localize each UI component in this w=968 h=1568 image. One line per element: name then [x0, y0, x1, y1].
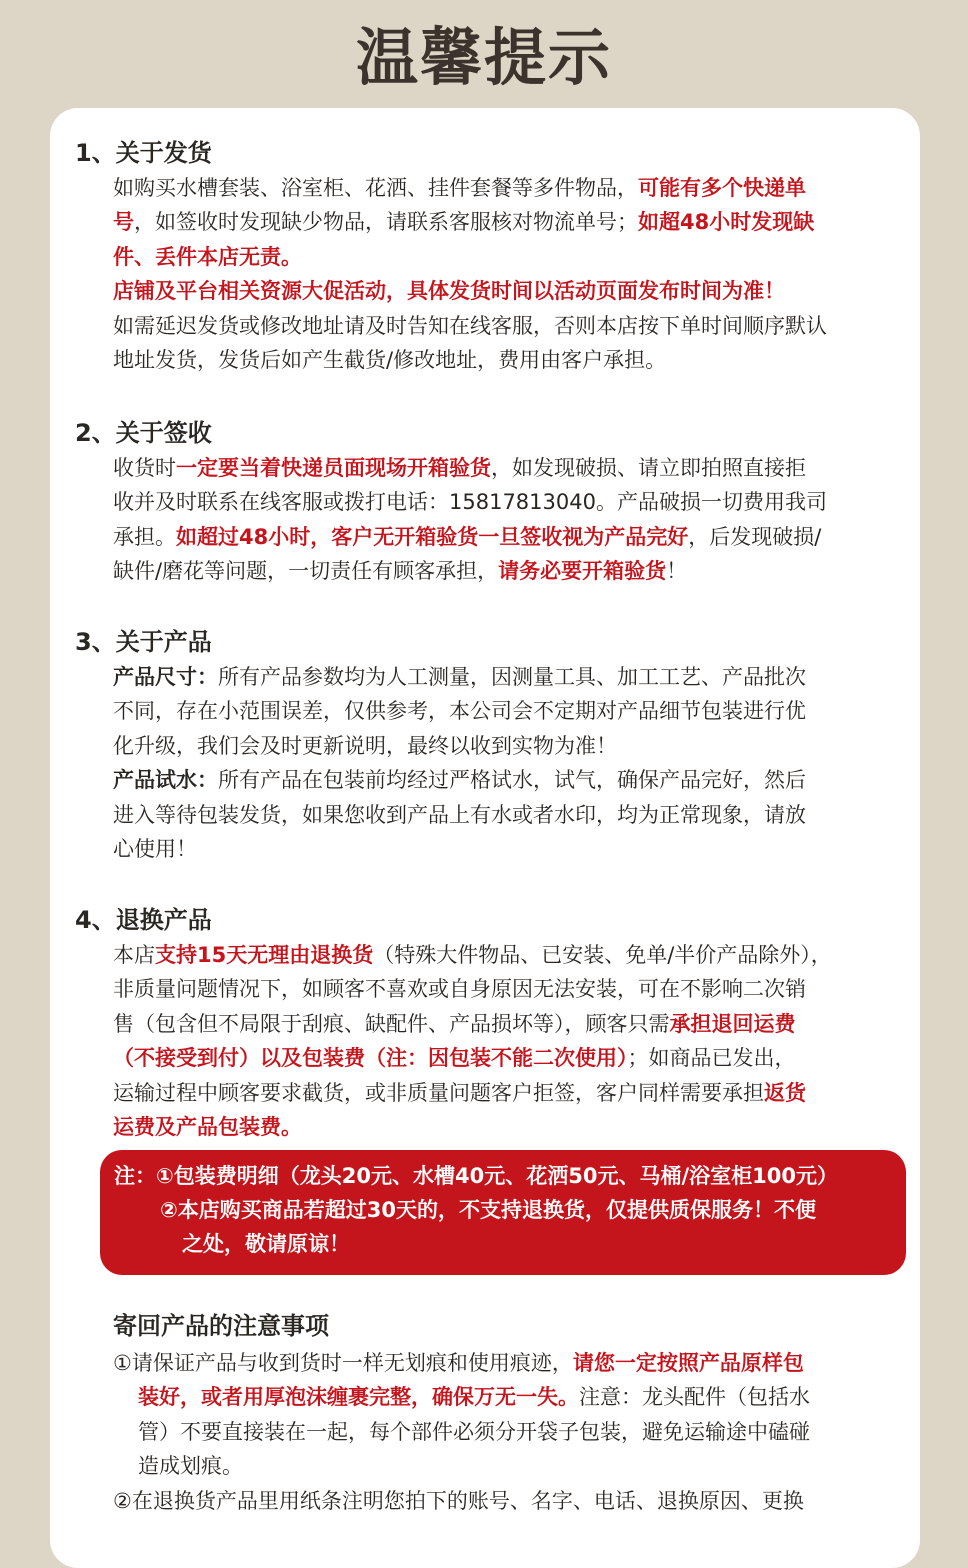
text-line: 产品试水：所有产品在包装前均经过严格试水，试气，确保产品完好，然后 [113, 768, 806, 793]
section-title-receiving: 2、关于签收 [75, 419, 212, 447]
text-line: ①请保证产品与收到货时一样无划痕和使用痕迹，请您一定按照产品原样包 [113, 1351, 804, 1375]
text-line: 如需延迟发货或修改地址请及时告知在线客服，否则本店按下单时间顺序默认 [113, 313, 827, 338]
text-line: 化升级，我们会及时更新说明，最终以收到实物为准！ [113, 733, 617, 758]
text-line: 件、丢件本店无责。 [113, 244, 302, 269]
text-line: 号，如签收时发现缺少物品，请联系客服核对物流单号；如超48小时发现缺 [113, 210, 815, 235]
note-line: 注：①包装费明细（龙头20元、水槽40元、花洒50元、马桶/浴室柜100元） [114, 1164, 838, 1188]
section-returns [75, 902, 905, 1144]
text-line: 管）不要直接装在一起，每个部件必须分开袋子包装，避免运输途中磕碰 [138, 1419, 810, 1444]
text-line: 不同，存在小范围误差，仅供参考，本公司会不定期对产品细节包装进行优 [113, 699, 806, 724]
section-shipping [75, 135, 905, 377]
text-line: 装好，或者用厚泡沫缠裹完整，确保万无一失。注意：龙头配件（包括水 [138, 1385, 810, 1410]
text-line: 地址发货，发货后如产生截货/修改地址，费用由客户承担。 [113, 347, 667, 372]
text-line: 缺件/磨花等问题，一切责任有顾客承担，请务必要开箱验货！ [113, 559, 688, 584]
section-title-shipping: 1、关于发货 [75, 139, 212, 167]
text-line: 本店支持15天无理由退换货（特殊大件物品、已安装、免单/半价产品除外）， [113, 943, 832, 967]
section-title-returns: 4、退换产品 [75, 906, 212, 934]
text-line: 收货时一定要当着快递员面现场开箱验货，如发现破损、请立即拍照直接拒 [113, 456, 806, 480]
note-line: 之处，敬请原谅！ [182, 1232, 350, 1256]
section-receiving [75, 415, 905, 589]
text-line: 售（包含但不局限于刮痕、缺配件、产品损坏等），顾客只需承担退回运费 [113, 1011, 796, 1036]
text-line: 运费及产品包装费。 [113, 1114, 302, 1139]
fee-note-box [100, 1150, 906, 1275]
text-line: （不接受到付）以及包装费（注：因包装不能二次使用）；如商品已发出， [113, 1046, 796, 1071]
text-line: 承担。如超过48小时，客户无开箱验货一旦签收视为产品完好，后发现破损/ [113, 524, 822, 549]
text-line: 如购买水槽套装、浴室柜、花洒、挂件套餐等多件物品，可能有多个快递单 [113, 176, 806, 200]
text-line: ②在退换货产品里用纸条注明您拍下的账号、名字、电话、退换原因、更换 [113, 1488, 804, 1513]
text-line: 心使用！ [113, 836, 197, 861]
text-line: 非质量问题情况下，如顾客不喜欢或自身原因无法安装，可在不影响二次销 [113, 977, 806, 1002]
page-title: 温馨提示 [355, 21, 612, 94]
note-line: ②本店购买商品若超过30天的，不支持退换货，仅提供质保服务！不便 [160, 1198, 817, 1222]
text-line: 产品尺寸：所有产品参数均为人工测量，因测量工具、加工工艺、产品批次 [113, 665, 806, 689]
section-title-product: 3、关于产品 [75, 628, 212, 656]
text-line: 店铺及平台相关资源大促活动，具体发货时间以活动页面发布时间为准！ [113, 279, 785, 304]
text-line: 收并及时联系在线客服或拨打电话：15817813040。产品破损一切费用我司 [113, 490, 827, 515]
section-return-notes [113, 1346, 903, 1518]
text-line: 进入等待包装发货，如果您收到产品上有水或者水印，均为正常现象，请放 [113, 802, 806, 827]
section-title-return-notes: 寄回产品的注意事项 [113, 1312, 329, 1340]
text-line: 造成划痕。 [138, 1454, 243, 1479]
section-product [75, 624, 905, 866]
text-line: 运输过程中顾客要求截货，或非质量问题客户拒签，客户同样需要承担返货 [113, 1080, 806, 1105]
